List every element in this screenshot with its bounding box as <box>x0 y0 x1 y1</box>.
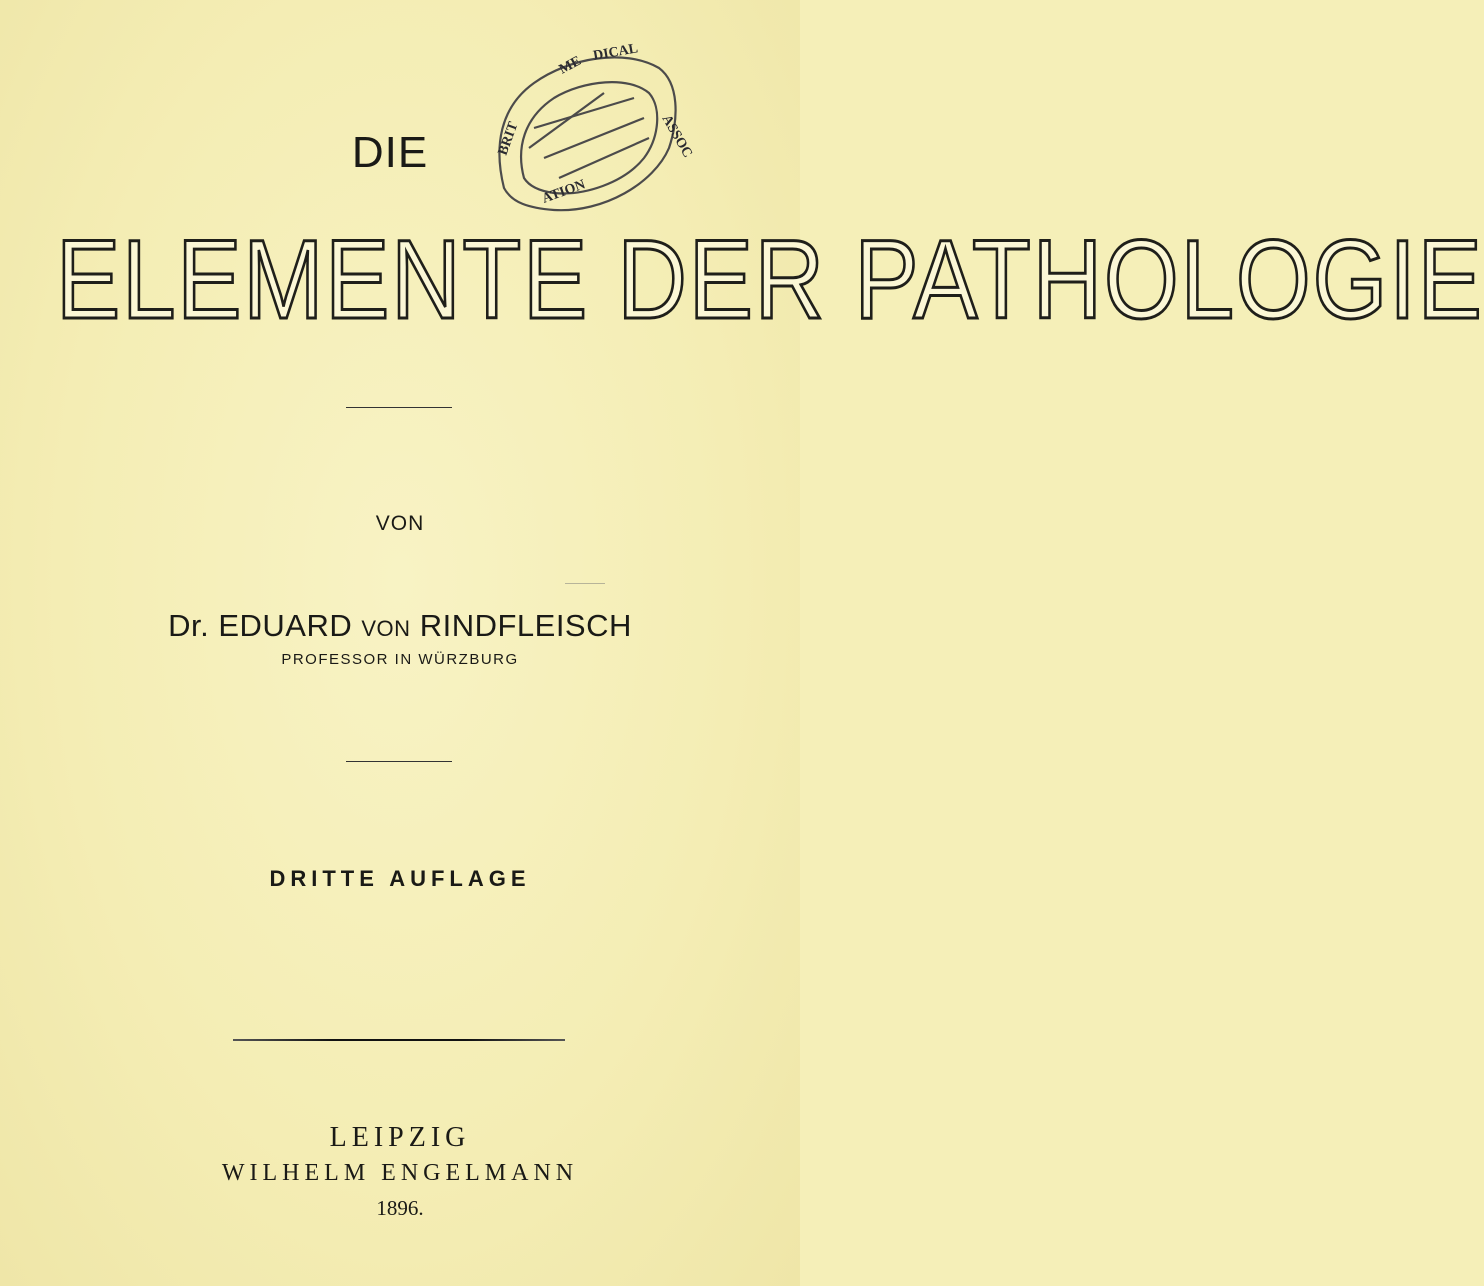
author-first-name: EDUARD <box>218 608 353 643</box>
divider-rule <box>346 761 452 762</box>
svg-text:BRIT: BRIT <box>495 120 522 158</box>
edition: DRITTE AUFLAGE <box>269 866 531 891</box>
svg-text:ASSOC: ASSOC <box>658 112 695 161</box>
publication-year: 1896. <box>376 1196 424 1220</box>
book-title: ELEMENTE DER PATHOLOGIE <box>56 217 1484 342</box>
divider-rule <box>346 407 452 408</box>
by-line: VON <box>375 512 425 535</box>
pre-title: DIE <box>351 128 429 177</box>
publisher: WILHELM ENGELMANN <box>221 1160 579 1186</box>
author-name <box>0 608 800 644</box>
publication-place: LEIPZIG <box>329 1122 471 1153</box>
ink-mark <box>565 583 605 584</box>
divider-rule-thick <box>233 1039 565 1041</box>
author-affiliation: PROFESSOR IN WÜRZBURG <box>281 651 519 668</box>
author-prefix: Dr. <box>168 608 210 643</box>
svg-text:ATION: ATION <box>540 177 588 207</box>
svg-text:DICAL: DICAL <box>592 41 640 64</box>
svg-text:ME: ME <box>556 53 584 78</box>
author-particle: VON <box>361 616 411 641</box>
author-last-name: RINDFLEISCH <box>419 608 632 643</box>
